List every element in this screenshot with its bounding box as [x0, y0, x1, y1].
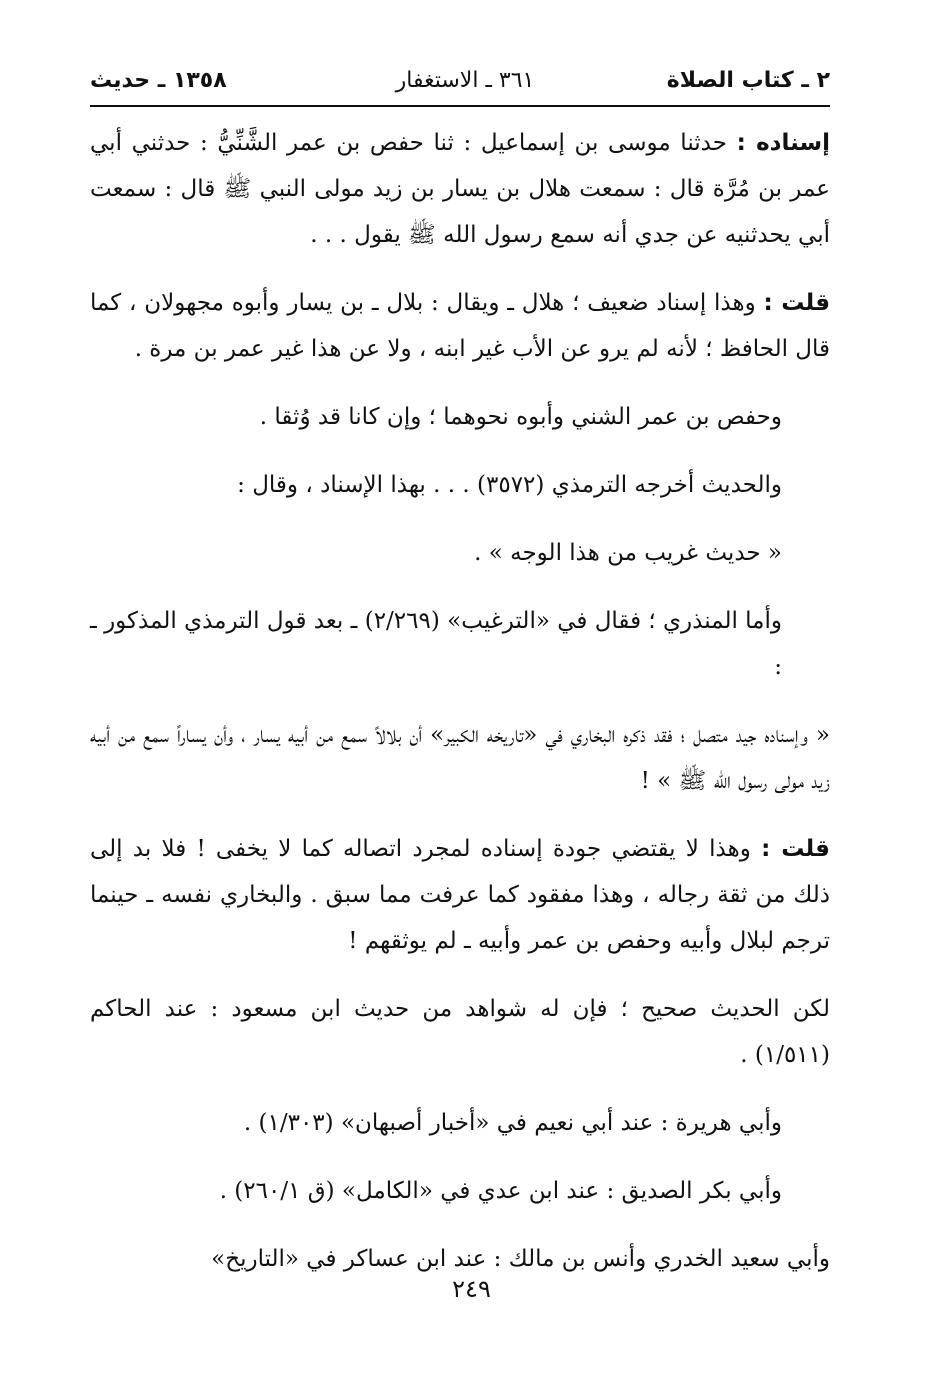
section-title: ٣٦١ ـ الاستغفار [395, 68, 535, 93]
paragraph-isnad [90, 120, 830, 258]
paragraph-tirmidhi: والحديث أخرجه الترمذي (٣٥٧٢) . . . بهذا الإسناد ، وقال : [237, 472, 782, 498]
header-divider [90, 105, 830, 107]
paragraph-comment-2 [90, 826, 830, 964]
paragraph-hafs: وحفص بن عمر الشني وأبوه نحوهما ؛ وإن كانا قد وُثقا . [259, 404, 782, 430]
page-number: ٢٤٩ [452, 1275, 491, 1303]
paragraph-lead: قلت : [763, 290, 830, 316]
paragraph-abu-bakr: وأبي بكر الصديق : عند ابن عدي في «الكامل» (ق ٢٦٠/١) . [219, 1178, 782, 1204]
paragraph-shawahid: لكن الحديث صحيح ؛ فإن له شواهد من حديث ابن مسعود : عند الحاكم (١/٥١١) . [90, 996, 830, 1068]
paragraph-abu-hurayra: وأبي هريرة : عند أبي نعيم في «أخبار أصبهان» (١/٣٠٣) . [243, 1110, 782, 1136]
paragraph-text: حدثنا موسى بن إسماعيل : ثنا حفص بن عمر الشَّنِّيُّ : حدثني أبي عمر بن مُرَّة قال : سمعت هلال بن يسار بن زيد مولى النبي ﷺ قال : سمعت أبي يحدثنيه عن جدي أنه سمع رسول الله ﷺ يقول . . . [90, 130, 830, 248]
paragraph-text: وهذا لا يقتضي جودة إسناده لمجرد اتصاله كما لا يخفى ! فلا بد إلى ذلك من ثقة رجاله ، وهذا مفقود كما عرفت مما سبق . والبخاري نفسه ـ حينما ترجم لبلال وأبيه وحفص بن عمر وأبيه ـ لم يوثقهم ! [90, 836, 830, 954]
paragraph-mundhiri: وأما المنذري ؛ فقال في «الترغيب» (٢/٢٦٩) ـ بعد قول الترمذي المذكور ـ : [90, 608, 782, 680]
paragraph-mundhiri-quote: « وإسناده جيد متصل ؛ فقد ذكره البخاري في «تاريخه الكبير» أن بلالاً سمع من أبيه يسار ، وأن يساراً سمع من أبيه زيد مولى رسول الله ﷺ » ! [90, 722, 830, 794]
paragraph-abu-said: وأبي سعيد الخدري وأنس بن مالك : عند ابن عساكر في «التاريخ» [211, 1246, 830, 1272]
body-text [90, 120, 830, 1304]
paragraph-tirmidhi-quote: « حديث غريب من هذا الوجه » . [474, 540, 782, 566]
running-header [90, 64, 830, 104]
paragraph-text: وهذا إسناد ضعيف ؛ هلال ـ ويقال : بلال ـ بن يسار وأبوه مجهولان ، كما قال الحافظ ؛ لأنه لم يرو عن الأب غير ابنه ، ولا عن هذا غير عمر بن مرة . [90, 290, 830, 362]
hadith-range: ١٣٥٨ ـ حديث [90, 68, 227, 93]
book-title: ٢ ـ كتاب الصلاة [666, 68, 830, 93]
paragraph-comment-1 [90, 280, 830, 372]
paragraph-lead: قلت : [761, 836, 830, 862]
paragraph-lead: إسناده : [736, 130, 830, 156]
